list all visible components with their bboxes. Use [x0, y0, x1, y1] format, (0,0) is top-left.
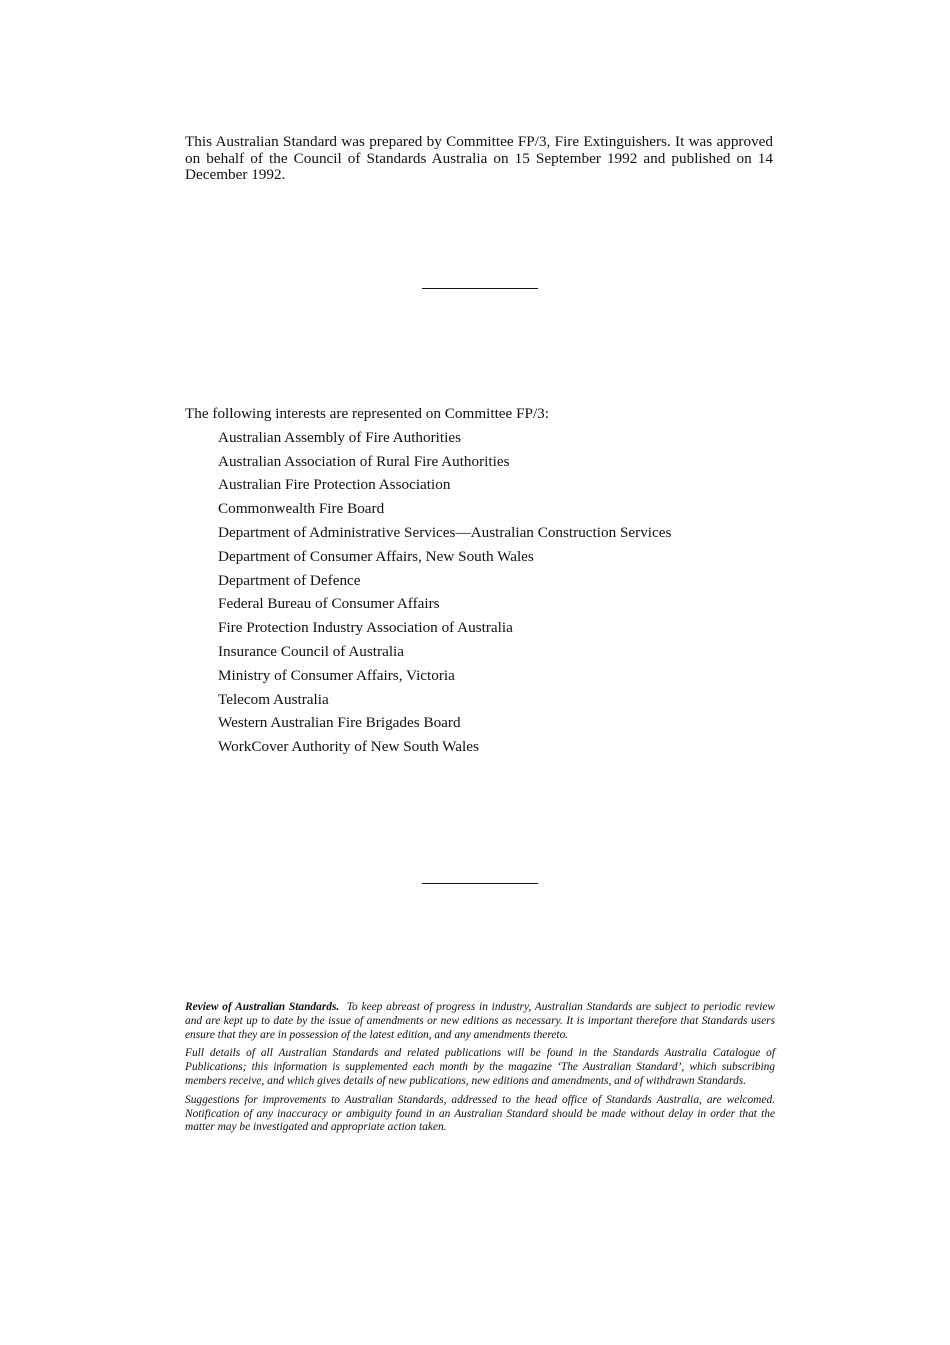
- list-item: Australian Fire Protection Association: [218, 476, 451, 494]
- list-item: Federal Bureau of Consumer Affairs: [218, 595, 440, 613]
- list-item: Australian Association of Rural Fire Authorities: [218, 452, 510, 470]
- list-item: WorkCover Authority of New South Wales: [218, 738, 479, 756]
- list-item: Fire Protection Industry Association of Australia: [218, 619, 513, 637]
- list-item: Western Australian Fire Brigades Board: [218, 714, 461, 732]
- committee-interests: [185, 405, 785, 756]
- suggestions-paragraph: Suggestions for improvements to Australian Standards, addressed to the head office of Standards Australia, are welcomed. Notification of any inaccuracy or ambiguity found in an Australian Standard should be made without delay in order that the matter may be investigated and appropriate action taken.: [185, 1093, 775, 1134]
- section-divider: [422, 883, 538, 884]
- list-item: Commonwealth Fire Board: [218, 500, 385, 518]
- list-item: Australian Assembly of Fire Authorities: [218, 428, 461, 446]
- interests-list: [185, 429, 785, 756]
- review-paragraph: [185, 1001, 775, 1042]
- list-item: Telecom Australia: [218, 690, 329, 708]
- list-item: Department of Consumer Affairs, New South Wales: [218, 547, 534, 565]
- review-text: To keep abreast of progress in industry, Australian Standards are subject to periodic review and are kept up to date by the issue of amendments or new editions as necessary. It is important therefore that Standards users ensure that they are in possession of the latest edition, and any amendments thereto.: [185, 1001, 776, 1041]
- committee-preparation-note: This Australian Standard was prepared by Committee FP/3, Fire Extinguishers. It was approved on behalf of the Council of Standards Australia on 15 September 1992 and published on 14 December 1992.: [185, 133, 773, 183]
- list-item: Department of Administrative Services—Australian Construction Services: [218, 523, 672, 541]
- review-lead: Review of Australian Standards.: [185, 1001, 340, 1013]
- catalogue-paragraph: Full details of all Australian Standards and related publications will be found in the Standards Australia Catalogue of Publications; this information is supplemented each month by the magazine ‘The Australian Standard’, which subscribing members receive, and which gives details of new publications, new editions and amendments, and of withdrawn Standards.: [185, 1047, 775, 1087]
- list-item: Department of Defence: [218, 571, 361, 589]
- section-divider: [422, 288, 538, 289]
- list-item: Insurance Council of Australia: [218, 642, 404, 660]
- list-item: Ministry of Consumer Affairs, Victoria: [218, 666, 455, 684]
- review-notice: [185, 1001, 775, 1140]
- interests-heading: The following interests are represented on Committee FP/3:: [185, 405, 549, 422]
